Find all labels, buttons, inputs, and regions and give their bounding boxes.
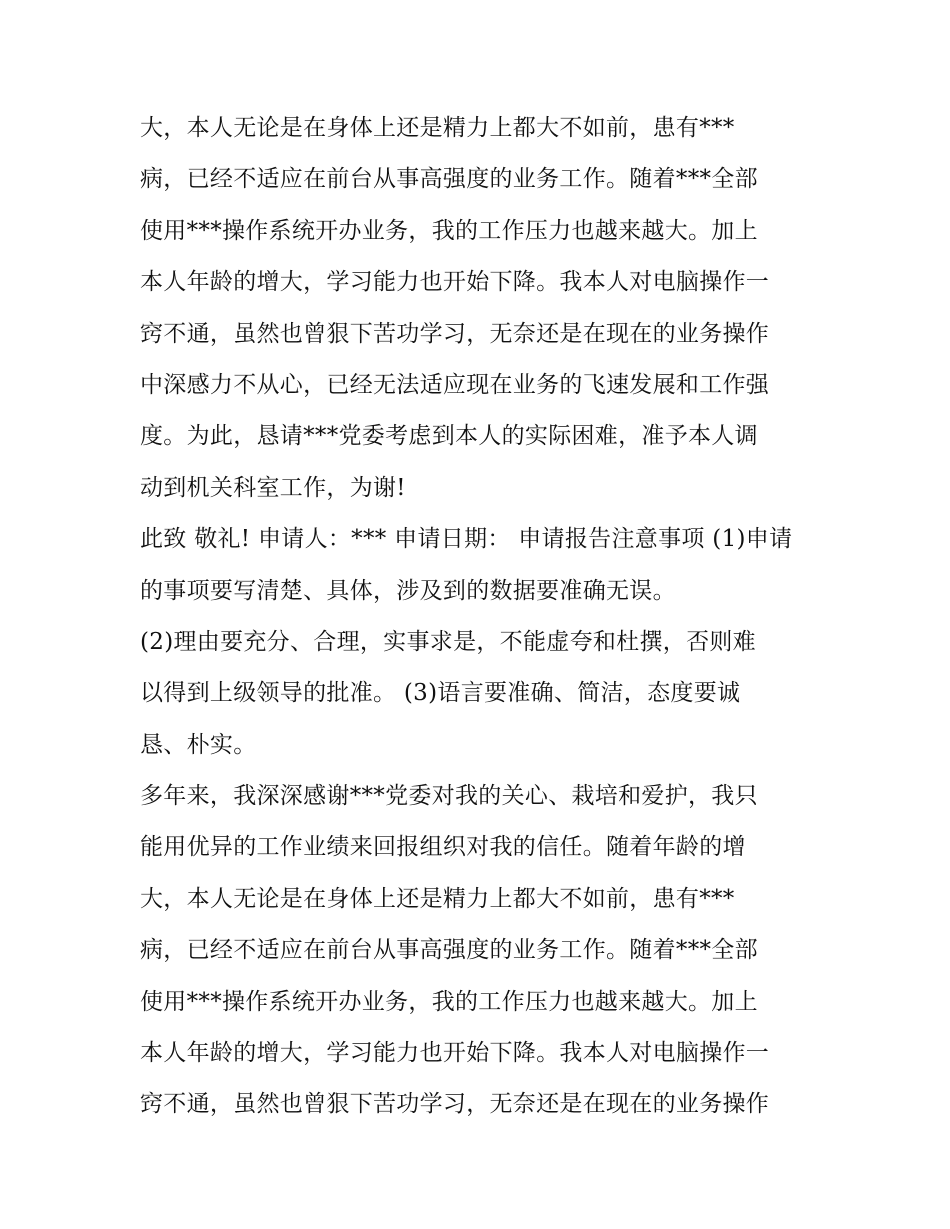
text-line: 使用***操作系统开办业务，我的工作压力也越来越大。加上 [140,217,758,244]
text-line: 病，已经不适应在前台从事高强度的业务工作。随着***全部 [140,937,758,964]
text-line: 大，本人无论是在身体上还是精力上都大不如前，患有*** [140,885,735,912]
text-line: 动到机关科室工作，为谢! [140,474,406,501]
text-line: 大，本人无论是在身体上还是精力上都大不如前，患有*** [140,115,735,141]
text-line: 的事项要写清楚、具体，涉及到的数据要准确无误。 [140,577,676,604]
text-line: 能用优异的工作业绩来回报组织对我的信任。随着年龄的增 [140,834,746,861]
text-line: 使用***操作系统开办业务，我的工作压力也越来越大。加上 [140,988,758,1015]
text-line: 本人年龄的增大，学习能力也开始下降。我本人对电脑操作一 [140,269,770,296]
text-line: 中深感力不从心，已经无法适应现在业务的飞速发展和工作强 [140,371,770,398]
document-body [140,103,820,1131]
text-line: 病，已经不适应在前台从事高强度的业务工作。随着***全部 [140,166,758,193]
text-line: 窍不通，虽然也曾狠下苦功学习，无奈还是在现在的业务操作 [140,1091,770,1118]
text-line: 多年来，我深深感谢***党委对我的关心、栽培和爱护，我只 [140,783,758,810]
text-line: 本人年龄的增大，学习能力也开始下降。我本人对电脑操作一 [140,1040,770,1067]
text-line: 度。为此，恳请***党委考虑到本人的实际困难，准予本人调 [140,423,758,450]
text-line: 以得到上级领导的批准。 (3)语言要准确、简洁，态度要诚 [140,680,741,707]
text-line: 此致 敬礼! 申请人：*** 申请日期： 申请报告注意事项 (1)申请 [140,526,793,553]
text-line: 窍不通，虽然也曾狠下苦功学习，无奈还是在现在的业务操作 [140,320,770,347]
text-line: 恳、朴实。 [140,731,257,758]
text-line: (2)理由要充分、合理，实事求是，不能虚夸和杜撰，否则难 [140,628,756,655]
